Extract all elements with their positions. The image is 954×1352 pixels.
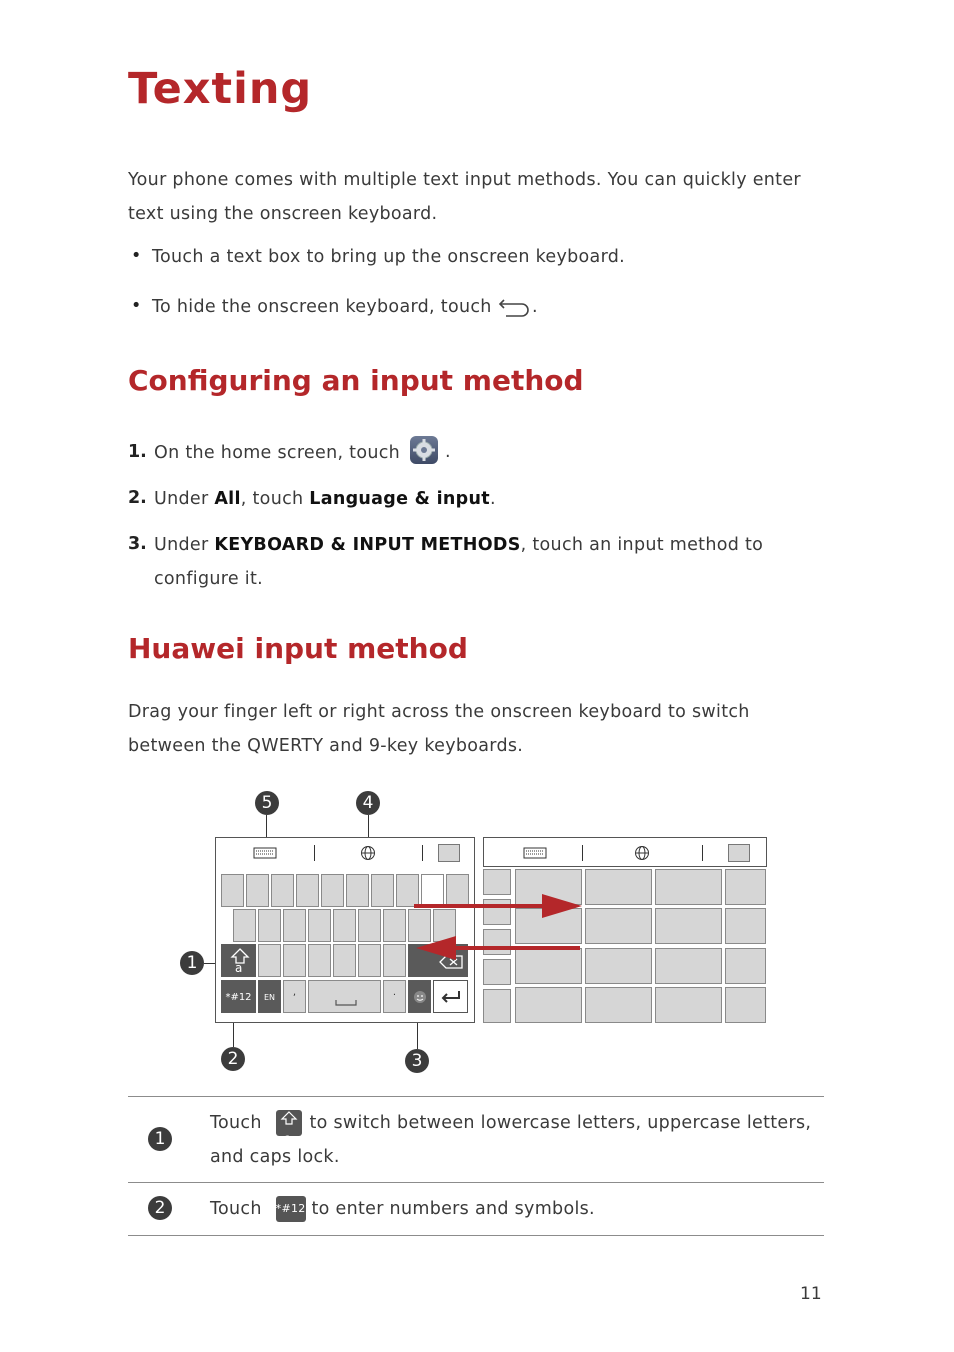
emoji-key[interactable] [408, 980, 431, 1013]
step-3-text: Under KEYBOARD & INPUT METHODS, touch an input method to configure it. [154, 535, 764, 589]
shift-key-letter: a [235, 961, 243, 975]
toolbar-key [438, 844, 460, 862]
globe-icon [360, 845, 376, 861]
nine-key-toolbar [483, 837, 767, 867]
bullet-2: To hide the onscreen keyboard, touch [152, 297, 492, 317]
callout-1: 1 [180, 951, 204, 975]
symbols-icon: *#12 [276, 1196, 306, 1222]
step-1-number: 1. [128, 442, 147, 462]
keyboard-icon [252, 846, 278, 860]
emoji-icon [412, 989, 428, 1005]
globe-icon [634, 845, 650, 861]
bullet-dot: • [131, 296, 142, 316]
shift-icon: a [276, 1110, 302, 1136]
shift-key[interactable] [221, 944, 256, 977]
huawei-paragraph: Drag your finger left or right across the onscreen keyboard to switch between the QWERTY and 9-key keyboards. [128, 702, 750, 756]
bullet-2-period: . [532, 297, 538, 317]
space-key[interactable] [308, 980, 381, 1013]
comma-key[interactable]: , [283, 980, 306, 1013]
step-3-number: 3. [128, 534, 147, 554]
step-1-period: . [445, 442, 451, 462]
bullet-1: Touch a text box to bring up the onscreen keyboard. [152, 247, 626, 267]
period-key[interactable]: . [383, 980, 406, 1013]
bullet-dot: • [131, 246, 142, 266]
step-2-text: Under All, touch Language & input. [154, 489, 496, 509]
symbols-key[interactable]: *#12 [221, 980, 256, 1013]
section-heading-huawei: Huawei input method [128, 632, 468, 665]
step-2-number: 2. [128, 488, 147, 508]
page-title: Texting [128, 64, 313, 114]
page-number: 11 [800, 1284, 822, 1304]
step-1-text: On the home screen, touch [154, 443, 401, 463]
toolbar-key [728, 844, 750, 862]
callout-4: 4 [356, 791, 380, 815]
enter-icon [440, 989, 462, 1005]
table-row-2-text: Touch *#12 to enter numbers and symbols. [210, 1192, 595, 1226]
keyboard-figure [170, 785, 790, 1085]
space-icon [335, 999, 357, 1007]
back-icon [498, 296, 532, 318]
table-row-1-text: Touch a to switch between lowercase letters, uppercase letters, and caps lock. [210, 1106, 820, 1174]
language-key[interactable]: EN [258, 980, 281, 1013]
enter-key[interactable] [433, 980, 468, 1013]
table-rule [128, 1235, 824, 1236]
table-row-2-number: 2 [148, 1196, 172, 1220]
callout-3: 3 [405, 1049, 429, 1073]
callout-2: 2 [221, 1047, 245, 1071]
settings-gear-icon [410, 436, 438, 464]
intro-paragraph: Your phone comes with multiple text input methods. You can quickly enter text using the onscreen keyboard. [128, 170, 801, 224]
swipe-arrows [410, 890, 590, 960]
table-rule [128, 1096, 824, 1097]
table-row-1-number: 1 [148, 1127, 172, 1151]
keyboard-icon [522, 846, 548, 860]
section-heading-configuring: Configuring an input method [128, 364, 584, 397]
table-rule [128, 1182, 824, 1183]
callout-5: 5 [255, 791, 279, 815]
